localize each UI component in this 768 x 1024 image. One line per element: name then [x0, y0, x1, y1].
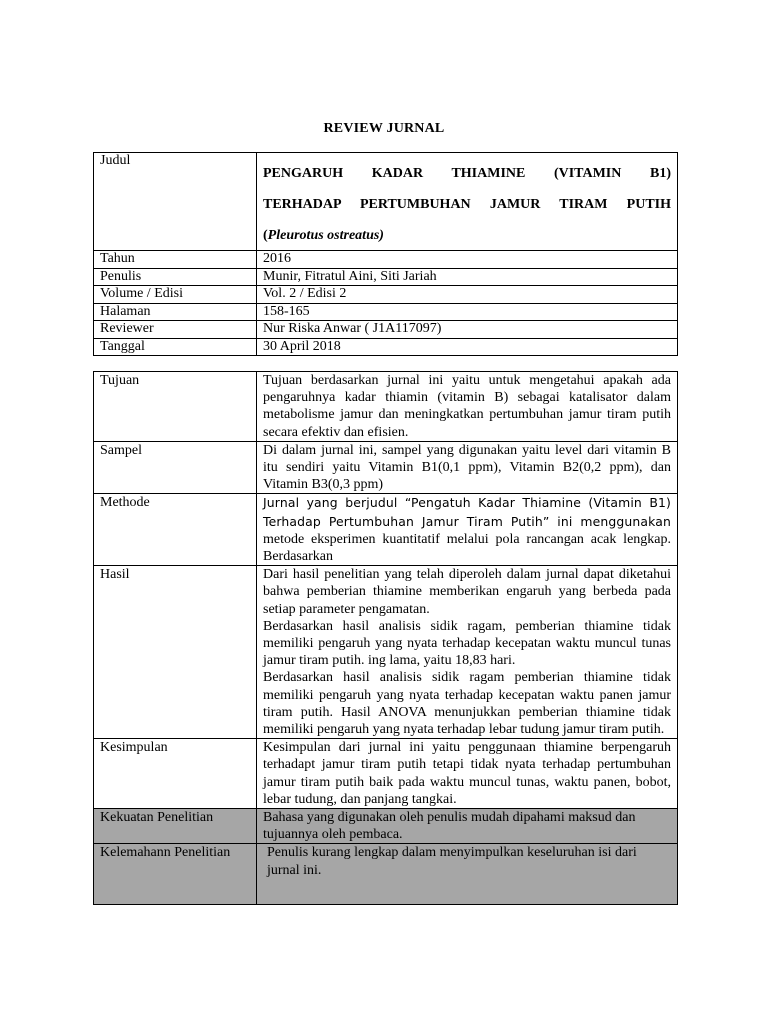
review-row-kelemahan [94, 844, 678, 905]
info-row-penulis [94, 268, 678, 286]
review-value-hasil [257, 566, 678, 739]
info-row-reviewer [94, 321, 678, 339]
info-label-reviewer: Reviewer [94, 321, 257, 339]
hasil-paragraph-3: Berdasarkan hasil analisis sidik ragam pemberian thiamine tidak memiliki pengaruh yang nyata terhadap kecepatan waktu panen jamur tiram putih. Hasil ANOVA menunjukkan pemberian thiamine tidak memiliki pengaruh yang nyata terhadap lebar tudung jamur tiram putih. [263, 670, 671, 738]
info-row-volume [94, 286, 678, 304]
review-value-sampel: Di dalam jurnal ini, sampel yang digunakan yaitu level dari vitamin B itu sendiri yaitu Vitamin B1(0,1 ppm), Vitamin B2(0,2 ppm), dan Vitamin B3(0,3 ppm) [257, 441, 678, 494]
methode-text-sans: Jurnal yang berjudul “Pengatuh Kadar Thiamine (Vitamin B1) Terhadap Pertumbuhan Jamur Tiram Putih” ini menggunakan [263, 495, 671, 529]
info-row-tanggal [94, 338, 678, 356]
document-title: REVIEW JURNAL [323, 121, 445, 136]
judul-line-3: (Pleurotus ostreatus) [263, 228, 384, 243]
methode-text-serif: metode eksperimen kuantitatif melalui pola rancangan acak lengkap. Berdasarkan [263, 531, 671, 565]
info-label-tanggal: Tanggal [94, 338, 257, 356]
info-value-reviewer: Nur Riska Anwar ( J1A117097) [257, 321, 678, 339]
info-value-halaman: 158-165 [257, 303, 678, 321]
info-label-halaman: Halaman [94, 303, 257, 321]
judul-line-2: TERHADAP PERTUMBUHAN JAMUR TIRAM PUTIH [263, 197, 671, 212]
review-value-kekuatan: Bahasa yang digunakan oleh penulis mudah dipahami maksud dan tujuannya oleh pembaca. [257, 809, 678, 844]
info-value-volume: Vol. 2 / Edisi 2 [257, 286, 678, 304]
judul-species-name: Pleurotus ostreatus) [267, 228, 384, 243]
review-label-kesimpulan: Kesimpulan [94, 739, 257, 809]
review-row-kekuatan [94, 809, 678, 844]
review-label-sampel: Sampel [94, 441, 257, 494]
info-label-volume: Volume / Edisi [94, 286, 257, 304]
info-label-tahun: Tahun [94, 251, 257, 269]
hasil-paragraph-2: Berdasarkan hasil analisis sidik ragam, pemberian thiamine tidak memiliki pengaruh yang nyata terhadap kecepatan waktu muncul tunas jamur tiram putih. ing lama, yaitu 18,83 hari. [263, 618, 671, 669]
review-label-kelemahan: Kelemahann Penelitian [94, 844, 257, 905]
hasil-paragraph-1: Dari hasil penelitian yang telah diperoleh dalam jurnal dapat diketahui bahwa pemberian thiamine memberikan engaruh yang berbeda pada setiap parameter pengamatan. [263, 567, 671, 617]
review-row-tujuan [94, 372, 678, 442]
review-row-hasil [94, 566, 678, 739]
review-row-sampel [94, 441, 678, 494]
review-value-tujuan: Tujuan berdasarkan jurnal ini yaitu untuk mengetahui apakah ada pengaruhnya kadar thiamin (vitamin B) sebagai katalisator dalam metabolisme jamur dan meningkatkan pertumbuhan jamur tiram putih secara efektiv dan efisien. [257, 372, 678, 442]
info-label-judul: Judul [94, 153, 257, 251]
review-label-kekuatan: Kekuatan Penelitian [94, 809, 257, 844]
journal-info-table [93, 152, 678, 356]
review-value-kesimpulan: Kesimpulan dari jurnal ini yaitu penggunaan thiamine berpengaruh terhadapt jamur tiram putih tetapi tidak nyata terhadap pertumbuhan jamur tiram putih baik pada waktu muncul tunas, waktu panen, bobot, lebar tudung, dan panjang tangkai. [257, 739, 678, 809]
info-value-tahun: 2016 [257, 251, 678, 269]
judul-line-1: PENGARUH KADAR THIAMINE (VITAMIN B1) [263, 166, 671, 181]
info-label-penulis: Penulis [94, 268, 257, 286]
info-row-tahun [94, 251, 678, 269]
review-label-methode: Methode [94, 494, 257, 566]
review-label-tujuan: Tujuan [94, 372, 257, 442]
review-row-methode [94, 494, 678, 566]
review-value-methode [257, 494, 678, 566]
info-value-penulis: Munir, Fitratul Aini, Siti Jariah [257, 268, 678, 286]
info-value-judul [257, 153, 678, 251]
info-value-tanggal: 30 April 2018 [257, 338, 678, 356]
review-table [93, 371, 678, 905]
info-row-judul [94, 153, 678, 251]
review-value-kelemahan: Penulis kurang lengkap dalam menyimpulkan keseluruhan isi dari jurnal ini. [257, 844, 678, 905]
review-label-hasil: Hasil [94, 566, 257, 739]
review-row-kesimpulan [94, 739, 678, 809]
info-row-halaman [94, 303, 678, 321]
